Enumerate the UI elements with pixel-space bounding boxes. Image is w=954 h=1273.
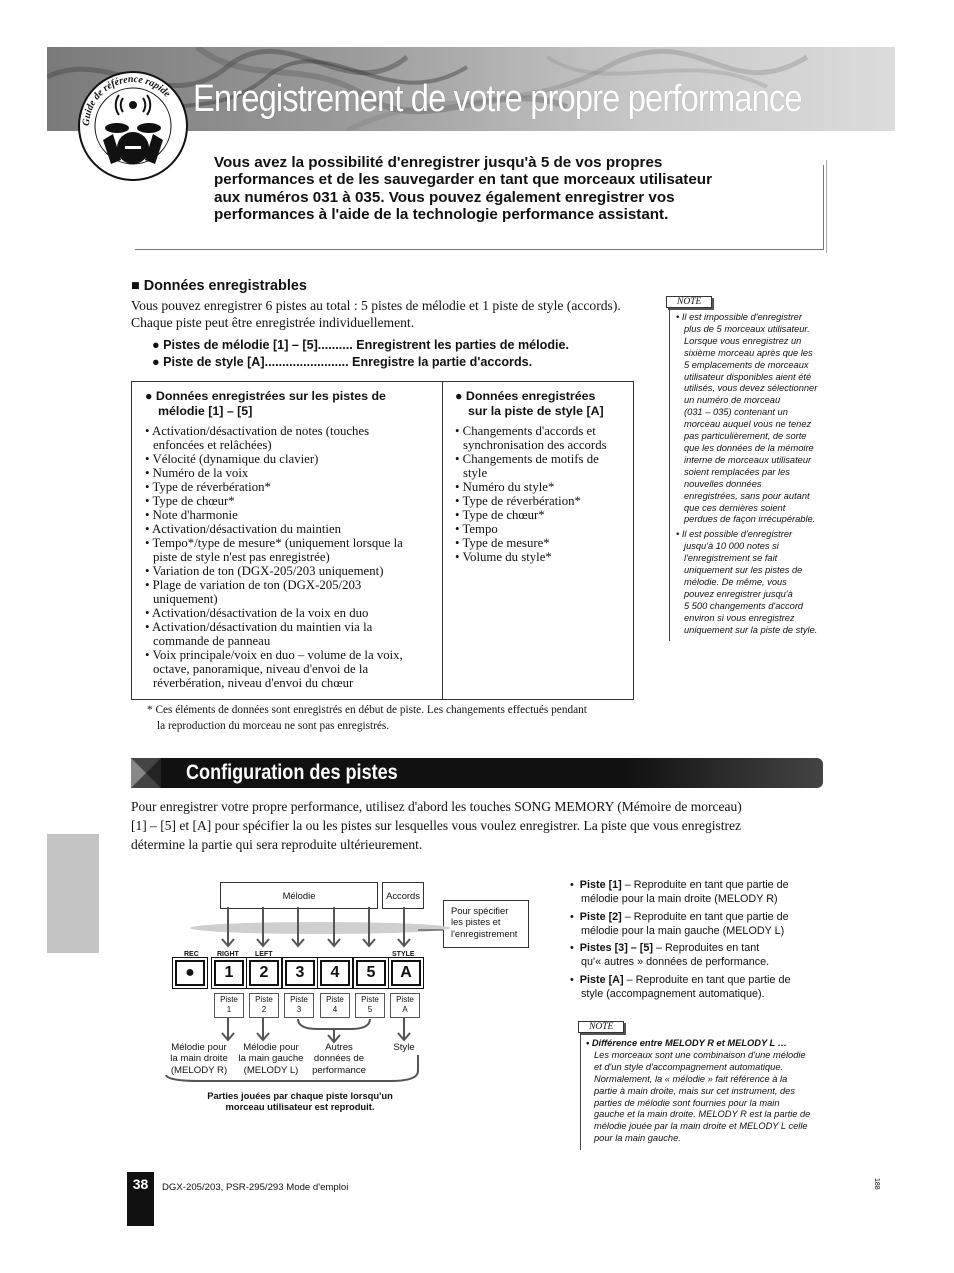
note-rule xyxy=(669,308,670,641)
part-melody-l: Mélodie pour la main gauche (MELODY L) xyxy=(238,1042,304,1076)
page-title: Enregistrement de votre propre performance xyxy=(193,78,802,120)
note-badge: NOTE xyxy=(578,1021,624,1033)
track-a-key[interactable]: A xyxy=(391,960,421,986)
list-item: • Changements de motifs de xyxy=(455,452,599,466)
note-rule xyxy=(580,1033,581,1150)
list-item: • Activation/désactivation de la voix en duo xyxy=(145,606,369,620)
page-code: 188 xyxy=(873,1178,880,1190)
table-footnote: * Ces éléments de données sont enregistrés en début de piste. Les changements effectués pendant la reproduction du morceau ne sont pas enregistrés. xyxy=(147,704,587,732)
list-item: • Piste [A] – Reproduite en tant que partie de style (accompagnement automatique). xyxy=(570,973,791,1001)
section-marker-icon xyxy=(131,758,161,788)
list-item: • Tempo*/type de mesure* (uniquement lorsque la xyxy=(145,536,403,550)
intro-text: Vous avez la possibilité d'enregistrer jusqu'à 5 de vos propres performances et de les sauvegarder en tant que morceaux utilisateur aux numéros 031 à 035. Vous pouvez également enregistrer vos performances à l'aide de la technologie performance assistant. xyxy=(214,154,712,224)
table-left-list xyxy=(145,424,435,690)
part-style: Style xyxy=(393,1042,415,1053)
list-item: • Vélocité (dynamique du clavier) xyxy=(145,452,319,466)
list-item: • Activation/désactivation de notes (touches xyxy=(145,424,370,438)
list-item: réverbération, niveau d'envoi du chœur xyxy=(153,676,354,690)
table-divider xyxy=(442,382,443,699)
list-item: • Volume du style* xyxy=(455,550,552,564)
table-left-heading: ● Données enregistrées sur les pistes de mélodie [1] – [5] xyxy=(145,389,386,418)
config-body: Pour enregistrer votre propre performance, utilisez d'abord les touches SONG MEMORY (Mémoire de morceau) [1] – [5] et [A] pour spécifier la ou les pistes sur lesquelles vous voulez enregistrer. La piste que vous enregistrez détermine la partie qui sera reproduite ultérieurement. xyxy=(131,799,742,852)
part-other-data: Autres données de performance xyxy=(312,1042,366,1076)
side-tab xyxy=(47,834,99,953)
list-item: • Pistes [3] – [5] – Reproduites en tant qu'« autres » données de performance. xyxy=(570,942,770,969)
list-item: uniquement) xyxy=(153,592,218,606)
accords-box: Accords xyxy=(382,882,424,909)
callout-box: Pour spécifier les pistes et l'enregistrement xyxy=(443,900,529,948)
diagram-caption: Parties jouées par chaque piste lorsqu'un morceau utilisateur est reproduit. xyxy=(207,1090,393,1113)
list-item: • Type de réverbération* xyxy=(455,494,581,508)
list-item: • Type de chœur* xyxy=(455,508,545,522)
list-item: • Plage de variation de ton (DGX-205/203 xyxy=(145,578,362,592)
section-heading-donnees: ■ Données enregistrables xyxy=(131,278,307,294)
piste-2-box: Piste 2 xyxy=(249,993,279,1018)
style-label: STYLE xyxy=(392,951,415,958)
list-item: • Tempo xyxy=(455,522,498,536)
list-item: • Type de mesure* xyxy=(455,536,550,550)
config-title: Configuration des pistes xyxy=(186,761,398,784)
list-item: piste de style n'est pas enregistrée) xyxy=(153,550,330,564)
track-5-key[interactable]: 5 xyxy=(356,960,386,986)
left-label: LEFT xyxy=(255,951,273,958)
list-item: • Voix principale/voix en duo – volume de la voix, xyxy=(145,648,403,662)
list-item: • Variation de ton (DGX-205/203 uniquement) xyxy=(145,564,384,578)
bullet-melody-tracks: ● Pistes de mélodie [1] – [5].......... Enregistrent les parties de mélodie. xyxy=(152,338,570,352)
table-right-heading: ● Données enregistrées sur la piste de style [A] xyxy=(455,389,604,418)
note-2-text: • Différence entre MELODY R et MELODY L … Les morceaux sont une combinaison d'une mélodie et d'un style d'accompagnement automatique. Normalement, la « mélodie » fait référence à la partie à main droite, mais sur cet instrument, des parties de mélodie sont fournies pour la main gauche et la main droite. MELODY R est la partie de mélodie jouée par la main droite et MELODY L celle pour la main gauche. xyxy=(586,1038,811,1144)
list-item: • Piste [1] – Reproduite en tant que partie de mélodie pour la main droite (MELODY R) xyxy=(570,879,789,906)
piste-1-box: Piste 1 xyxy=(214,993,244,1018)
list-item: • Changements d'accords et xyxy=(455,424,596,438)
list-item: style xyxy=(463,466,488,480)
list-item: octave, panoramique, niveau d'envoi de la xyxy=(153,662,369,676)
rec-label: REC xyxy=(184,951,199,958)
track-4-key[interactable]: 4 xyxy=(320,960,350,986)
logo-text: Guide de référence rapide xyxy=(80,73,173,127)
list-item: • Numéro du style* xyxy=(455,480,555,494)
track-1-key[interactable]: 1 xyxy=(214,960,244,986)
note-badge: NOTE xyxy=(666,296,712,308)
list-item: enfoncées et relâchées) xyxy=(153,438,272,452)
track-2-key[interactable]: 2 xyxy=(249,960,279,986)
rec-key[interactable]: ● xyxy=(175,960,205,986)
list-item: • Numéro de la voix xyxy=(145,466,249,480)
list-item: • Note d'harmonie xyxy=(145,508,238,522)
donnees-body: Vous pouvez enregistrer 6 pistes au total : 5 pistes de mélodie et 1 piste de style (accords). Chaque piste peut être enregistrée individuellement. xyxy=(131,298,621,330)
manual-title: DGX-205/203, PSR-295/293 Mode d'emploi xyxy=(162,1182,349,1193)
piste-a-box: Piste A xyxy=(390,993,420,1018)
piste-5-box: Piste 5 xyxy=(355,993,385,1018)
page-number: 38 xyxy=(127,1172,154,1226)
track-description-list xyxy=(570,878,820,1001)
melody-box: Mélodie xyxy=(220,882,378,909)
part-melody-r: Mélodie pour la main droite (MELODY R) xyxy=(170,1042,228,1076)
piste-3-box: Piste 3 xyxy=(284,993,314,1018)
list-item: • Activation/désactivation du maintien via la xyxy=(145,620,373,634)
note-1-text: • Il est impossible d'enregistrer plus de 5 morceaux utilisateur. Lorsque vous enregistrez un sixième morceau après que les 5 emplacements de morceaux utilisateur disponibles aient été utilisés, vous devez sélectionner un numéro de morceau (031 – 035) contenant un morceau auquel vous ne tenez pas particulièrement, de sorte que les données de la mémoire interne de morceaux utilisateur soient remplacées par les nouvelles données enregistrées, sans pour autant que ces dernières soient perdues de façon irrécupérable. • Il est possible d'enregistrer jusqu'à 10 000 notes si l'enregistrement se fait uniquement sur les pistes de mélodie. De même, vous pouvez enregistrer jusqu'à 5 500 changements d'accord environ si vous enregistrez uniquement sur la piste de style. xyxy=(676,312,818,635)
table-right-list xyxy=(455,424,625,564)
list-item: • Type de chœur* xyxy=(145,494,235,508)
piste-4-box: Piste 4 xyxy=(320,993,350,1018)
list-item: synchronisation des accords xyxy=(463,438,607,452)
list-item: commande de panneau xyxy=(153,634,271,648)
right-label: RIGHT xyxy=(217,951,239,958)
list-item: • Type de réverbération* xyxy=(145,480,271,494)
list-item: • Activation/désactivation du maintien xyxy=(145,522,342,536)
bullet-style-track: ● Piste de style [A]........................ Enregistre la partie d'accords. xyxy=(152,355,533,369)
list-item: • Piste [2] – Reproduite en tant que partie de mélodie pour la main gauche (MELODY L) xyxy=(570,910,789,937)
track-3-key[interactable]: 3 xyxy=(285,960,315,986)
